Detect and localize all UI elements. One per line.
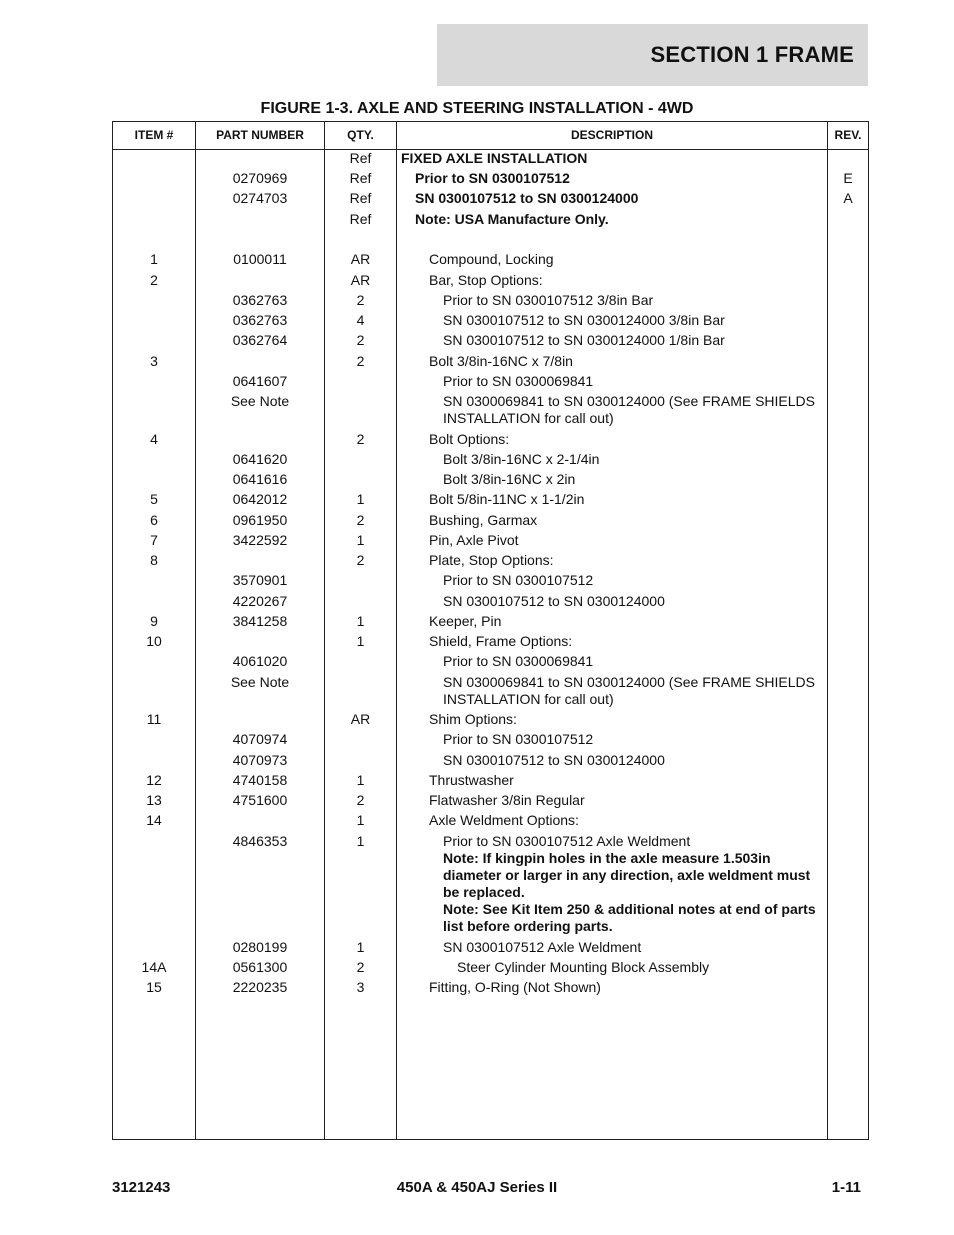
description xyxy=(401,393,865,427)
quantity: AR xyxy=(350,272,371,288)
quantity: 1 xyxy=(356,633,365,649)
description-line: Prior to SN 0300107512 xyxy=(415,170,570,186)
description-line: SN 0300107512 to SN 0300124000 1/8in Bar xyxy=(443,332,725,348)
description-line: Prior to SN 0300107512 xyxy=(443,572,594,588)
parts-table xyxy=(112,121,869,1140)
description xyxy=(401,512,851,529)
quantity: 1 xyxy=(356,833,365,849)
item-number: 10 xyxy=(146,633,162,649)
quantity: 1 xyxy=(356,812,365,828)
item-number: 8 xyxy=(150,552,158,568)
quantity: 3 xyxy=(356,979,365,995)
description xyxy=(401,292,865,309)
description-line: SN 0300107512 to SN 0300124000 xyxy=(443,593,665,609)
note-line: list before ordering parts. xyxy=(443,918,613,934)
description xyxy=(401,431,851,448)
section-title: SECTION 1 FRAME xyxy=(650,42,854,67)
description-line: SN 0300107512 to SN 0300124000 3/8in Bar xyxy=(443,312,725,328)
part-number: 0641607 xyxy=(232,373,288,389)
description xyxy=(401,491,851,508)
description xyxy=(401,170,837,187)
quantity: AR xyxy=(350,251,371,267)
description-line: Note: USA Manufacture Only. xyxy=(415,211,609,227)
revision: A xyxy=(843,190,853,206)
header-description: DESCRIPTION xyxy=(570,128,653,142)
quantity: 2 xyxy=(356,552,365,568)
description-line: Compound, Locking xyxy=(429,251,554,267)
item-number: 15 xyxy=(146,979,162,995)
note-line: diameter or larger in any direction, axle weldment must xyxy=(443,867,811,883)
item-number: 6 xyxy=(150,512,158,528)
description-line: Bolt 3/8in-16NC x 2-1/4in xyxy=(443,451,600,467)
quantity: Ref xyxy=(349,211,372,227)
part-number: 4220267 xyxy=(232,593,288,609)
description xyxy=(401,674,865,708)
description xyxy=(401,613,851,630)
part-number: 0641616 xyxy=(232,471,288,487)
item-number: 14 xyxy=(146,812,162,828)
description-line: Keeper, Pin xyxy=(429,613,502,629)
description xyxy=(401,731,865,748)
description xyxy=(401,939,865,956)
description xyxy=(401,752,865,769)
description-line: Prior to SN 0300069841 xyxy=(443,373,594,389)
description-line: Pin, Axle Pivot xyxy=(429,532,519,548)
description xyxy=(401,272,851,289)
description-line: SN 0300069841 to SN 0300124000 (See FRAME SHIELDS xyxy=(443,393,816,409)
item-number: 2 xyxy=(150,272,158,288)
description-line: INSTALLATION for call out) xyxy=(443,410,614,426)
quantity: 2 xyxy=(356,959,365,975)
quantity: 1 xyxy=(356,939,365,955)
description-line: Bolt Options: xyxy=(429,431,510,447)
description-line: Thrustwasher xyxy=(429,772,514,788)
description-line: Bolt 3/8in-16NC x 2in xyxy=(443,471,576,487)
quantity: 1 xyxy=(356,772,365,788)
item-number: 1 xyxy=(150,251,158,267)
item-number: 12 xyxy=(146,772,162,788)
item-number: 13 xyxy=(146,792,162,808)
quantity: AR xyxy=(350,711,371,727)
part-number: 4070974 xyxy=(232,731,288,747)
description xyxy=(401,451,865,468)
part-number: 4061020 xyxy=(232,653,288,669)
part-number: 0100011 xyxy=(233,251,287,267)
description-line: Prior to SN 0300069841 xyxy=(443,653,594,669)
quantity: 1 xyxy=(356,613,365,629)
part-number: 3422592 xyxy=(232,532,288,548)
quantity: Ref xyxy=(349,150,372,166)
description xyxy=(401,833,865,935)
part-number: 0642012 xyxy=(232,491,288,507)
description-line: Flatwasher 3/8in Regular xyxy=(429,792,585,808)
quantity: 2 xyxy=(356,353,365,369)
part-number: 0961950 xyxy=(232,512,288,528)
quantity: 2 xyxy=(356,792,365,808)
part-number: 4070973 xyxy=(232,752,288,768)
description-line: SN 0300107512 to SN 0300124000 xyxy=(415,190,639,206)
part-number: 0270969 xyxy=(232,170,288,186)
quantity: 2 xyxy=(356,332,365,348)
item-number: 11 xyxy=(146,711,162,727)
description-line: SN 0300107512 Axle Weldment xyxy=(443,939,642,955)
header-item: ITEM # xyxy=(134,128,174,142)
quantity: Ref xyxy=(349,190,372,206)
footer-series: 450A & 450AJ Series II xyxy=(396,1179,558,1196)
column-divider xyxy=(396,122,397,1139)
description-line: Bolt 3/8in-16NC x 7/8in xyxy=(429,353,573,369)
header-part-number: PART NUMBER xyxy=(216,128,304,142)
revision: E xyxy=(843,170,853,186)
description-line: SN 0300107512 to SN 0300124000 xyxy=(443,752,665,768)
description-line: Bushing, Garmax xyxy=(429,512,538,528)
quantity: 1 xyxy=(356,532,365,548)
description xyxy=(401,373,865,390)
note-line: Note: If kingpin holes in the axle measure 1.503in xyxy=(443,850,771,866)
description-line: Axle Weldment Options: xyxy=(429,812,579,828)
part-number: See Note xyxy=(230,393,290,409)
footer-page-number: 1-11 xyxy=(831,1179,861,1196)
description-line: Shield, Frame Options: xyxy=(429,633,573,649)
item-number: 4 xyxy=(150,431,158,447)
description xyxy=(401,552,851,569)
quantity: 1 xyxy=(356,491,365,507)
description xyxy=(401,332,865,349)
part-number: 3570901 xyxy=(232,572,288,588)
part-number: 4846353 xyxy=(232,833,288,849)
description-line: Plate, Stop Options: xyxy=(429,552,554,568)
description-line: Prior to SN 0300107512 xyxy=(443,731,594,747)
description xyxy=(401,190,837,207)
description-line: FIXED AXLE INSTALLATION xyxy=(401,150,588,166)
part-number: 0280199 xyxy=(232,939,288,955)
note-line: Note: See Kit Item 250 & additional notes at end of parts xyxy=(443,901,816,917)
description-line: Bolt 5/8in-11NC x 1-1/2in xyxy=(429,491,585,507)
description xyxy=(401,633,851,650)
part-number: 0274703 xyxy=(232,190,288,206)
description-line: SN 0300069841 to SN 0300124000 (See FRAME SHIELDS xyxy=(443,674,816,690)
header-rev: REV. xyxy=(834,128,862,142)
description xyxy=(401,211,837,228)
description xyxy=(401,772,851,789)
description xyxy=(401,959,879,976)
description xyxy=(401,711,851,728)
description xyxy=(401,353,851,370)
quantity: Ref xyxy=(349,170,372,186)
description-line: Steer Cylinder Mounting Block Assembly xyxy=(457,959,710,975)
description-line: Prior to SN 0300107512 Axle Weldment xyxy=(443,833,691,849)
part-number: 0362763 xyxy=(232,292,288,308)
section-banner xyxy=(437,24,868,86)
description-line: Prior to SN 0300107512 3/8in Bar xyxy=(443,292,654,308)
quantity: 2 xyxy=(356,512,365,528)
item-number: 5 xyxy=(150,491,158,507)
part-number: 0362763 xyxy=(232,312,288,328)
item-number: 7 xyxy=(150,532,158,548)
description-line: INSTALLATION for call out) xyxy=(443,691,614,707)
item-number: 9 xyxy=(150,613,158,629)
description xyxy=(401,532,851,549)
description xyxy=(401,471,865,488)
description xyxy=(401,150,823,167)
quantity: 2 xyxy=(356,292,365,308)
description xyxy=(401,572,865,589)
figure-title: FIGURE 1-3. AXLE AND STEERING INSTALLATION - 4WD xyxy=(260,100,694,117)
part-number: 0561300 xyxy=(232,959,288,975)
part-number: 2220235 xyxy=(232,979,288,995)
description-line: Bar, Stop Options: xyxy=(429,272,543,288)
description xyxy=(401,593,865,610)
part-number: 4740158 xyxy=(232,772,288,788)
item-number: 3 xyxy=(150,353,158,369)
description-line: Fitting, O-Ring (Not Shown) xyxy=(429,979,601,995)
part-number: 0641620 xyxy=(232,451,288,467)
part-number: 0362764 xyxy=(232,332,288,348)
note-line: be replaced. xyxy=(443,884,525,900)
item-number: 14A xyxy=(141,959,167,975)
part-number: 4751600 xyxy=(232,792,288,808)
description xyxy=(401,653,865,670)
quantity: 2 xyxy=(356,431,365,447)
description xyxy=(401,792,851,809)
footer-doc-number: 3121243 xyxy=(112,1179,171,1196)
description xyxy=(401,979,851,996)
part-number: 3841258 xyxy=(232,613,288,629)
description xyxy=(401,251,851,268)
description xyxy=(401,312,865,329)
description-line: Shim Options: xyxy=(429,711,517,727)
quantity: 4 xyxy=(356,312,365,328)
part-number: See Note xyxy=(230,674,290,690)
description xyxy=(401,812,851,829)
header-qty: QTY. xyxy=(347,128,374,142)
